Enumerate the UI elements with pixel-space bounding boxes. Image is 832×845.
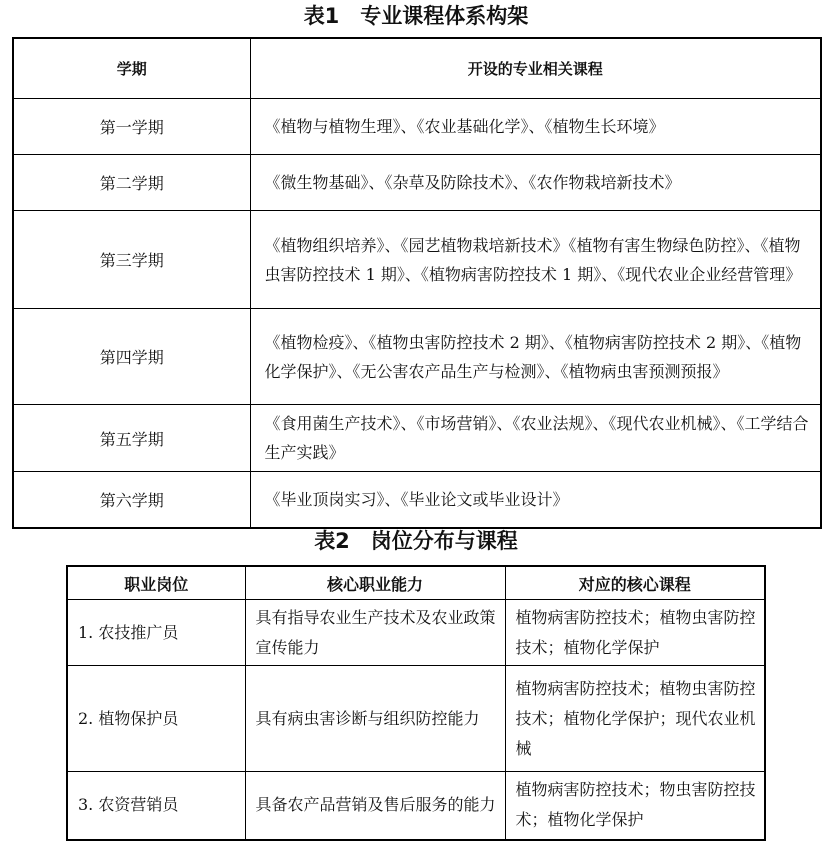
table1-title: 表1 专业课程体系构架 <box>303 4 529 28</box>
ability-cell: 具备农产品营销及售后服务的能力 <box>245 772 505 840</box>
table-row <box>13 211 821 309</box>
courses-cell: 《植物检疫》、《植物虫害防控技术 2 期》、《植物病害防控技术 2 期》、《植物化学保护》、《无公害农产品生产与检测》、《植物病虫害预测预报》 <box>250 309 821 405</box>
term-cell: 第二学期 <box>13 155 250 211</box>
courses-cell: 《微生物基础》、《杂草及防除技术》、《农作物栽培新技术》 <box>250 155 821 211</box>
table-row <box>13 405 821 472</box>
column-header-ability: 核心职业能力 <box>245 566 505 600</box>
table2-title: 表2 岗位分布与课程 <box>314 529 518 553</box>
ability-cell: 具有病虫害诊断与组织防控能力 <box>245 666 505 772</box>
term-cell: 第六学期 <box>13 472 250 528</box>
core-courses-cell: 植物病害防控技术；物虫害防控技术；植物化学保护 <box>505 772 765 840</box>
column-header-courses: 开设的专业相关课程 <box>250 38 821 99</box>
courses-cell: 《毕业顶岗实习》、《毕业论文或毕业设计》 <box>250 472 821 528</box>
table-header-row <box>67 566 765 600</box>
core-courses-cell: 植物病害防控技术；植物虫害防控技术；植物化学保护；现代农业机械 <box>505 666 765 772</box>
column-header-position: 职业岗位 <box>67 566 245 600</box>
column-header-core-courses: 对应的核心课程 <box>505 566 765 600</box>
term-cell: 第五学期 <box>13 405 250 472</box>
courses-cell: 《植物组织培养》、《园艺植物栽培新技术》《植物有害生物绿色防控》、《植物虫害防控技术 1 期》、《植物病害防控技术 1 期》、《现代农业企业经营管理》 <box>250 211 821 309</box>
table-row <box>67 600 765 666</box>
position-cell: 1. 农技推广员 <box>67 600 245 666</box>
core-courses-cell: 植物病害防控技术；植物虫害防控技术；植物化学保护 <box>505 600 765 666</box>
position-cell: 3. 农资营销员 <box>67 772 245 840</box>
position-cell: 2. 植物保护员 <box>67 666 245 772</box>
term-cell: 第四学期 <box>13 309 250 405</box>
table-row <box>67 666 765 772</box>
table-row <box>13 155 821 211</box>
table-row <box>67 772 765 840</box>
table-row <box>13 472 821 528</box>
column-header-term: 学期 <box>13 38 250 99</box>
courses-cell: 《食用菌生产技术》、《市场营销》、《农业法规》、《现代农业机械》、《工学结合生产实践》 <box>250 405 821 472</box>
course-system-table <box>12 37 822 529</box>
term-cell: 第三学期 <box>13 211 250 309</box>
table-row <box>13 309 821 405</box>
ability-cell: 具有指导农业生产技术及农业政策宣传能力 <box>245 600 505 666</box>
courses-cell: 《植物与植物生理》、《农业基础化学》、《植物生长环境》 <box>250 99 821 155</box>
position-course-table <box>66 565 766 841</box>
table-row <box>13 99 821 155</box>
table-header-row <box>13 38 821 99</box>
term-cell: 第一学期 <box>13 99 250 155</box>
